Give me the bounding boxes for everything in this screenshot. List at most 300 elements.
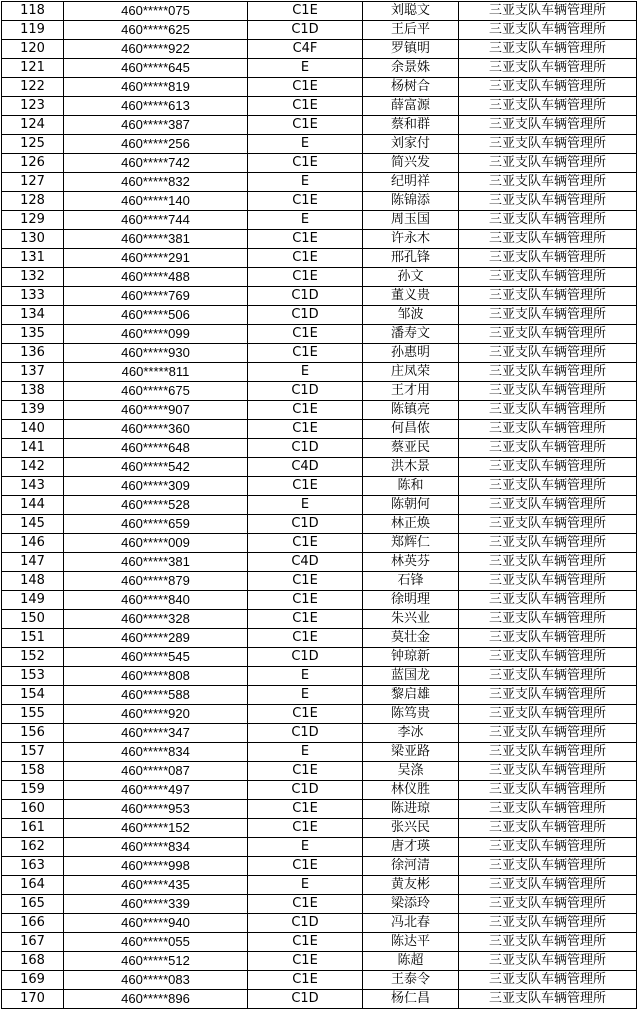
license-class-cell: C1D bbox=[248, 648, 363, 667]
name-cell: 潘寿文 bbox=[363, 325, 459, 344]
license-class-cell: C1E bbox=[248, 78, 363, 97]
license-class-cell: C1D bbox=[248, 287, 363, 306]
id-number-cell: 460*****808 bbox=[64, 667, 248, 686]
id-number-cell: 460*****811 bbox=[64, 363, 248, 382]
table-row bbox=[2, 382, 637, 401]
row-number-cell: 167 bbox=[2, 933, 64, 952]
row-number-cell: 126 bbox=[2, 154, 64, 173]
name-cell: 董义贵 bbox=[363, 287, 459, 306]
name-cell: 杨树合 bbox=[363, 78, 459, 97]
table-row bbox=[2, 572, 637, 591]
row-number-cell: 164 bbox=[2, 876, 64, 895]
id-number-cell: 460*****289 bbox=[64, 629, 248, 648]
row-number-cell: 128 bbox=[2, 192, 64, 211]
table-body bbox=[2, 2, 637, 1009]
name-cell: 薛富源 bbox=[363, 97, 459, 116]
id-number-cell: 460*****347 bbox=[64, 724, 248, 743]
table-row bbox=[2, 344, 637, 363]
row-number-cell: 137 bbox=[2, 363, 64, 382]
office-cell: 三亚支队车辆管理所 bbox=[459, 781, 637, 800]
table-row bbox=[2, 857, 637, 876]
id-number-cell: 460*****009 bbox=[64, 534, 248, 553]
id-number-cell: 460*****645 bbox=[64, 59, 248, 78]
table-row bbox=[2, 135, 637, 154]
name-cell: 邹波 bbox=[363, 306, 459, 325]
name-cell: 王后平 bbox=[363, 21, 459, 40]
license-class-cell: C1E bbox=[248, 420, 363, 439]
table-row bbox=[2, 211, 637, 230]
name-cell: 张兴民 bbox=[363, 819, 459, 838]
license-class-cell: C1D bbox=[248, 382, 363, 401]
table-row bbox=[2, 743, 637, 762]
name-cell: 黎启雄 bbox=[363, 686, 459, 705]
row-number-cell: 147 bbox=[2, 553, 64, 572]
id-number-cell: 460*****659 bbox=[64, 515, 248, 534]
office-cell: 三亚支队车辆管理所 bbox=[459, 971, 637, 990]
table-row bbox=[2, 667, 637, 686]
id-number-cell: 460*****083 bbox=[64, 971, 248, 990]
row-number-cell: 119 bbox=[2, 21, 64, 40]
id-number-cell: 460*****087 bbox=[64, 762, 248, 781]
license-class-cell: C1E bbox=[248, 952, 363, 971]
name-cell: 孙文 bbox=[363, 268, 459, 287]
id-number-cell: 460*****512 bbox=[64, 952, 248, 971]
row-number-cell: 151 bbox=[2, 629, 64, 648]
license-class-cell: E bbox=[248, 743, 363, 762]
license-class-cell: C1E bbox=[248, 192, 363, 211]
id-number-cell: 460*****625 bbox=[64, 21, 248, 40]
row-number-cell: 134 bbox=[2, 306, 64, 325]
id-number-cell: 460*****497 bbox=[64, 781, 248, 800]
row-number-cell: 140 bbox=[2, 420, 64, 439]
name-cell: 林仪胜 bbox=[363, 781, 459, 800]
id-number-cell: 460*****435 bbox=[64, 876, 248, 895]
table-row bbox=[2, 21, 637, 40]
office-cell: 三亚支队车辆管理所 bbox=[459, 230, 637, 249]
row-number-cell: 136 bbox=[2, 344, 64, 363]
name-cell: 简兴发 bbox=[363, 154, 459, 173]
row-number-cell: 153 bbox=[2, 667, 64, 686]
id-number-cell: 460*****769 bbox=[64, 287, 248, 306]
id-number-cell: 460*****328 bbox=[64, 610, 248, 629]
office-cell: 三亚支队车辆管理所 bbox=[459, 515, 637, 534]
name-cell: 陈进琼 bbox=[363, 800, 459, 819]
table-row bbox=[2, 990, 637, 1009]
table-row bbox=[2, 762, 637, 781]
name-cell: 陈镇亮 bbox=[363, 401, 459, 420]
license-class-cell: C1E bbox=[248, 819, 363, 838]
license-class-cell: E bbox=[248, 173, 363, 192]
name-cell: 梁添玲 bbox=[363, 895, 459, 914]
license-class-cell: C1E bbox=[248, 971, 363, 990]
license-class-cell: C1E bbox=[248, 610, 363, 629]
name-cell: 蔡和群 bbox=[363, 116, 459, 135]
id-number-cell: 460*****742 bbox=[64, 154, 248, 173]
table-row bbox=[2, 515, 637, 534]
license-class-cell: C1E bbox=[248, 401, 363, 420]
office-cell: 三亚支队车辆管理所 bbox=[459, 382, 637, 401]
office-cell: 三亚支队车辆管理所 bbox=[459, 933, 637, 952]
office-cell: 三亚支队车辆管理所 bbox=[459, 667, 637, 686]
row-number-cell: 160 bbox=[2, 800, 64, 819]
id-number-cell: 460*****075 bbox=[64, 2, 248, 21]
license-class-cell: C1E bbox=[248, 933, 363, 952]
license-class-cell: E bbox=[248, 496, 363, 515]
table-row bbox=[2, 819, 637, 838]
license-class-cell: C4D bbox=[248, 553, 363, 572]
office-cell: 三亚支队车辆管理所 bbox=[459, 420, 637, 439]
office-cell: 三亚支队车辆管理所 bbox=[459, 268, 637, 287]
office-cell: 三亚支队车辆管理所 bbox=[459, 21, 637, 40]
name-cell: 黄友彬 bbox=[363, 876, 459, 895]
row-number-cell: 132 bbox=[2, 268, 64, 287]
license-class-cell: C4D bbox=[248, 458, 363, 477]
id-number-cell: 460*****152 bbox=[64, 819, 248, 838]
table-row bbox=[2, 914, 637, 933]
office-cell: 三亚支队车辆管理所 bbox=[459, 534, 637, 553]
name-cell: 陈超 bbox=[363, 952, 459, 971]
table-row bbox=[2, 591, 637, 610]
license-class-cell: C1E bbox=[248, 895, 363, 914]
license-class-cell: C1E bbox=[248, 762, 363, 781]
license-class-cell: C1E bbox=[248, 800, 363, 819]
license-class-cell: C1E bbox=[248, 477, 363, 496]
license-class-cell: C1E bbox=[248, 572, 363, 591]
row-number-cell: 133 bbox=[2, 287, 64, 306]
table-row bbox=[2, 895, 637, 914]
name-cell: 杨仁昌 bbox=[363, 990, 459, 1009]
office-cell: 三亚支队车辆管理所 bbox=[459, 401, 637, 420]
id-number-cell: 460*****309 bbox=[64, 477, 248, 496]
office-cell: 三亚支队车辆管理所 bbox=[459, 553, 637, 572]
license-class-cell: C1E bbox=[248, 97, 363, 116]
office-cell: 三亚支队车辆管理所 bbox=[459, 724, 637, 743]
id-number-cell: 460*****055 bbox=[64, 933, 248, 952]
name-cell: 莫壮金 bbox=[363, 629, 459, 648]
id-number-cell: 460*****291 bbox=[64, 249, 248, 268]
name-cell: 刘家付 bbox=[363, 135, 459, 154]
office-cell: 三亚支队车辆管理所 bbox=[459, 496, 637, 515]
row-number-cell: 135 bbox=[2, 325, 64, 344]
id-number-cell: 460*****613 bbox=[64, 97, 248, 116]
row-number-cell: 145 bbox=[2, 515, 64, 534]
license-class-cell: E bbox=[248, 667, 363, 686]
name-cell: 王泰令 bbox=[363, 971, 459, 990]
name-cell: 洪木景 bbox=[363, 458, 459, 477]
row-number-cell: 125 bbox=[2, 135, 64, 154]
row-number-cell: 121 bbox=[2, 59, 64, 78]
license-class-cell: C1E bbox=[248, 344, 363, 363]
office-cell: 三亚支队车辆管理所 bbox=[459, 344, 637, 363]
name-cell: 陈达平 bbox=[363, 933, 459, 952]
id-number-cell: 460*****907 bbox=[64, 401, 248, 420]
license-class-cell: C1D bbox=[248, 914, 363, 933]
id-number-cell: 460*****834 bbox=[64, 743, 248, 762]
row-number-cell: 156 bbox=[2, 724, 64, 743]
office-cell: 三亚支队车辆管理所 bbox=[459, 800, 637, 819]
id-number-cell: 460*****832 bbox=[64, 173, 248, 192]
table-row bbox=[2, 268, 637, 287]
row-number-cell: 152 bbox=[2, 648, 64, 667]
office-cell: 三亚支队车辆管理所 bbox=[459, 458, 637, 477]
office-cell: 三亚支队车辆管理所 bbox=[459, 762, 637, 781]
id-number-cell: 460*****819 bbox=[64, 78, 248, 97]
row-number-cell: 123 bbox=[2, 97, 64, 116]
table-row bbox=[2, 192, 637, 211]
table-row bbox=[2, 230, 637, 249]
table-row bbox=[2, 249, 637, 268]
name-cell: 蔡亚民 bbox=[363, 439, 459, 458]
office-cell: 三亚支队车辆管理所 bbox=[459, 610, 637, 629]
license-class-cell: E bbox=[248, 686, 363, 705]
office-cell: 三亚支队车辆管理所 bbox=[459, 173, 637, 192]
name-cell: 罗镇明 bbox=[363, 40, 459, 59]
id-number-cell: 460*****488 bbox=[64, 268, 248, 287]
row-number-cell: 144 bbox=[2, 496, 64, 515]
row-number-cell: 170 bbox=[2, 990, 64, 1009]
table-row bbox=[2, 154, 637, 173]
name-cell: 郑辉仁 bbox=[363, 534, 459, 553]
table-row bbox=[2, 838, 637, 857]
name-cell: 王才用 bbox=[363, 382, 459, 401]
office-cell: 三亚支队车辆管理所 bbox=[459, 40, 637, 59]
id-number-cell: 460*****744 bbox=[64, 211, 248, 230]
office-cell: 三亚支队车辆管理所 bbox=[459, 838, 637, 857]
table-row bbox=[2, 629, 637, 648]
license-class-cell: E bbox=[248, 59, 363, 78]
table-row bbox=[2, 2, 637, 21]
office-cell: 三亚支队车辆管理所 bbox=[459, 306, 637, 325]
license-class-cell: C1E bbox=[248, 2, 363, 21]
name-cell: 刘聪文 bbox=[363, 2, 459, 21]
id-number-cell: 460*****381 bbox=[64, 230, 248, 249]
office-cell: 三亚支队车辆管理所 bbox=[459, 591, 637, 610]
license-class-cell: C1E bbox=[248, 629, 363, 648]
office-cell: 三亚支队车辆管理所 bbox=[459, 895, 637, 914]
table-row bbox=[2, 933, 637, 952]
table-row bbox=[2, 952, 637, 971]
id-number-cell: 460*****387 bbox=[64, 116, 248, 135]
name-cell: 石锋 bbox=[363, 572, 459, 591]
table-row bbox=[2, 306, 637, 325]
table-row bbox=[2, 458, 637, 477]
row-number-cell: 124 bbox=[2, 116, 64, 135]
row-number-cell: 148 bbox=[2, 572, 64, 591]
office-cell: 三亚支队车辆管理所 bbox=[459, 154, 637, 173]
id-number-cell: 460*****930 bbox=[64, 344, 248, 363]
id-number-cell: 460*****940 bbox=[64, 914, 248, 933]
name-cell: 庄凤荣 bbox=[363, 363, 459, 382]
license-class-cell: C1E bbox=[248, 325, 363, 344]
name-cell: 邢孔锋 bbox=[363, 249, 459, 268]
row-number-cell: 155 bbox=[2, 705, 64, 724]
office-cell: 三亚支队车辆管理所 bbox=[459, 572, 637, 591]
license-class-cell: C1D bbox=[248, 781, 363, 800]
table-row bbox=[2, 477, 637, 496]
table-row bbox=[2, 971, 637, 990]
office-cell: 三亚支队车辆管理所 bbox=[459, 363, 637, 382]
table-row bbox=[2, 724, 637, 743]
id-number-cell: 460*****506 bbox=[64, 306, 248, 325]
office-cell: 三亚支队车辆管理所 bbox=[459, 325, 637, 344]
id-number-cell: 460*****339 bbox=[64, 895, 248, 914]
license-class-cell: C1D bbox=[248, 439, 363, 458]
row-number-cell: 120 bbox=[2, 40, 64, 59]
name-cell: 朱兴业 bbox=[363, 610, 459, 629]
license-class-cell: C1E bbox=[248, 591, 363, 610]
id-number-cell: 460*****840 bbox=[64, 591, 248, 610]
office-cell: 三亚支队车辆管理所 bbox=[459, 249, 637, 268]
license-class-cell: C1E bbox=[248, 705, 363, 724]
office-cell: 三亚支队车辆管理所 bbox=[459, 990, 637, 1009]
office-cell: 三亚支队车辆管理所 bbox=[459, 78, 637, 97]
id-number-cell: 460*****545 bbox=[64, 648, 248, 667]
table-row bbox=[2, 287, 637, 306]
office-cell: 三亚支队车辆管理所 bbox=[459, 59, 637, 78]
office-cell: 三亚支队车辆管理所 bbox=[459, 192, 637, 211]
name-cell: 徐河清 bbox=[363, 857, 459, 876]
table-row bbox=[2, 553, 637, 572]
table-row bbox=[2, 173, 637, 192]
table-row bbox=[2, 876, 637, 895]
name-cell: 林英芬 bbox=[363, 553, 459, 572]
id-number-cell: 460*****879 bbox=[64, 572, 248, 591]
table-row bbox=[2, 40, 637, 59]
id-number-cell: 460*****528 bbox=[64, 496, 248, 515]
table-row bbox=[2, 648, 637, 667]
office-cell: 三亚支队车辆管理所 bbox=[459, 135, 637, 154]
name-cell: 徐明理 bbox=[363, 591, 459, 610]
row-number-cell: 129 bbox=[2, 211, 64, 230]
name-cell: 吴涤 bbox=[363, 762, 459, 781]
row-number-cell: 161 bbox=[2, 819, 64, 838]
row-number-cell: 131 bbox=[2, 249, 64, 268]
office-cell: 三亚支队车辆管理所 bbox=[459, 116, 637, 135]
id-number-cell: 460*****381 bbox=[64, 553, 248, 572]
table-row bbox=[2, 363, 637, 382]
name-cell: 陈和 bbox=[363, 477, 459, 496]
row-number-cell: 150 bbox=[2, 610, 64, 629]
id-number-cell: 460*****675 bbox=[64, 382, 248, 401]
name-cell: 何昌侬 bbox=[363, 420, 459, 439]
table-row bbox=[2, 705, 637, 724]
row-number-cell: 162 bbox=[2, 838, 64, 857]
license-class-cell: E bbox=[248, 876, 363, 895]
name-cell: 蓝国龙 bbox=[363, 667, 459, 686]
row-number-cell: 141 bbox=[2, 439, 64, 458]
license-class-cell: C1D bbox=[248, 724, 363, 743]
office-cell: 三亚支队车辆管理所 bbox=[459, 211, 637, 230]
row-number-cell: 118 bbox=[2, 2, 64, 21]
license-class-cell: C1D bbox=[248, 990, 363, 1009]
row-number-cell: 139 bbox=[2, 401, 64, 420]
name-cell: 林正焕 bbox=[363, 515, 459, 534]
office-cell: 三亚支队车辆管理所 bbox=[459, 439, 637, 458]
table-row bbox=[2, 420, 637, 439]
row-number-cell: 159 bbox=[2, 781, 64, 800]
name-cell: 梁亚路 bbox=[363, 743, 459, 762]
row-number-cell: 163 bbox=[2, 857, 64, 876]
license-class-cell: E bbox=[248, 363, 363, 382]
office-cell: 三亚支队车辆管理所 bbox=[459, 97, 637, 116]
name-cell: 陈朝何 bbox=[363, 496, 459, 515]
name-cell: 李冰 bbox=[363, 724, 459, 743]
id-number-cell: 460*****542 bbox=[64, 458, 248, 477]
office-cell: 三亚支队车辆管理所 bbox=[459, 477, 637, 496]
id-number-cell: 460*****099 bbox=[64, 325, 248, 344]
name-cell: 陈锦添 bbox=[363, 192, 459, 211]
id-number-cell: 460*****834 bbox=[64, 838, 248, 857]
id-number-cell: 460*****896 bbox=[64, 990, 248, 1009]
table-row bbox=[2, 800, 637, 819]
row-number-cell: 122 bbox=[2, 78, 64, 97]
office-cell: 三亚支队车辆管理所 bbox=[459, 914, 637, 933]
id-number-cell: 460*****140 bbox=[64, 192, 248, 211]
row-number-cell: 169 bbox=[2, 971, 64, 990]
row-number-cell: 154 bbox=[2, 686, 64, 705]
table-row bbox=[2, 496, 637, 515]
row-number-cell: 165 bbox=[2, 895, 64, 914]
table-row bbox=[2, 116, 637, 135]
name-cell: 唐才瑛 bbox=[363, 838, 459, 857]
office-cell: 三亚支队车辆管理所 bbox=[459, 876, 637, 895]
table-row bbox=[2, 439, 637, 458]
table-row bbox=[2, 686, 637, 705]
license-class-cell: C4F bbox=[248, 40, 363, 59]
name-cell: 冯北春 bbox=[363, 914, 459, 933]
row-number-cell: 127 bbox=[2, 173, 64, 192]
row-number-cell: 146 bbox=[2, 534, 64, 553]
row-number-cell: 166 bbox=[2, 914, 64, 933]
license-class-cell: C1E bbox=[248, 857, 363, 876]
row-number-cell: 138 bbox=[2, 382, 64, 401]
table-row bbox=[2, 97, 637, 116]
license-class-cell: C1E bbox=[248, 230, 363, 249]
license-class-cell: C1D bbox=[248, 21, 363, 40]
license-class-cell: C1D bbox=[248, 515, 363, 534]
name-cell: 孙惠明 bbox=[363, 344, 459, 363]
id-number-cell: 460*****360 bbox=[64, 420, 248, 439]
id-number-cell: 460*****920 bbox=[64, 705, 248, 724]
license-class-cell: C1D bbox=[248, 306, 363, 325]
license-class-cell: C1E bbox=[248, 116, 363, 135]
table-row bbox=[2, 325, 637, 344]
name-cell: 纪明祥 bbox=[363, 173, 459, 192]
id-number-cell: 460*****256 bbox=[64, 135, 248, 154]
license-class-cell: E bbox=[248, 838, 363, 857]
id-number-cell: 460*****953 bbox=[64, 800, 248, 819]
table-row bbox=[2, 534, 637, 553]
license-class-cell: C1E bbox=[248, 268, 363, 287]
license-class-cell: E bbox=[248, 135, 363, 154]
table-row bbox=[2, 59, 637, 78]
office-cell: 三亚支队车辆管理所 bbox=[459, 287, 637, 306]
office-cell: 三亚支队车辆管理所 bbox=[459, 686, 637, 705]
office-cell: 三亚支队车辆管理所 bbox=[459, 952, 637, 971]
row-number-cell: 158 bbox=[2, 762, 64, 781]
office-cell: 三亚支队车辆管理所 bbox=[459, 819, 637, 838]
row-number-cell: 168 bbox=[2, 952, 64, 971]
name-cell: 余景姝 bbox=[363, 59, 459, 78]
name-cell: 许永木 bbox=[363, 230, 459, 249]
id-number-cell: 460*****922 bbox=[64, 40, 248, 59]
name-cell: 周玉国 bbox=[363, 211, 459, 230]
office-cell: 三亚支队车辆管理所 bbox=[459, 705, 637, 724]
row-number-cell: 142 bbox=[2, 458, 64, 477]
id-number-cell: 460*****648 bbox=[64, 439, 248, 458]
table-row bbox=[2, 401, 637, 420]
office-cell: 三亚支队车辆管理所 bbox=[459, 857, 637, 876]
